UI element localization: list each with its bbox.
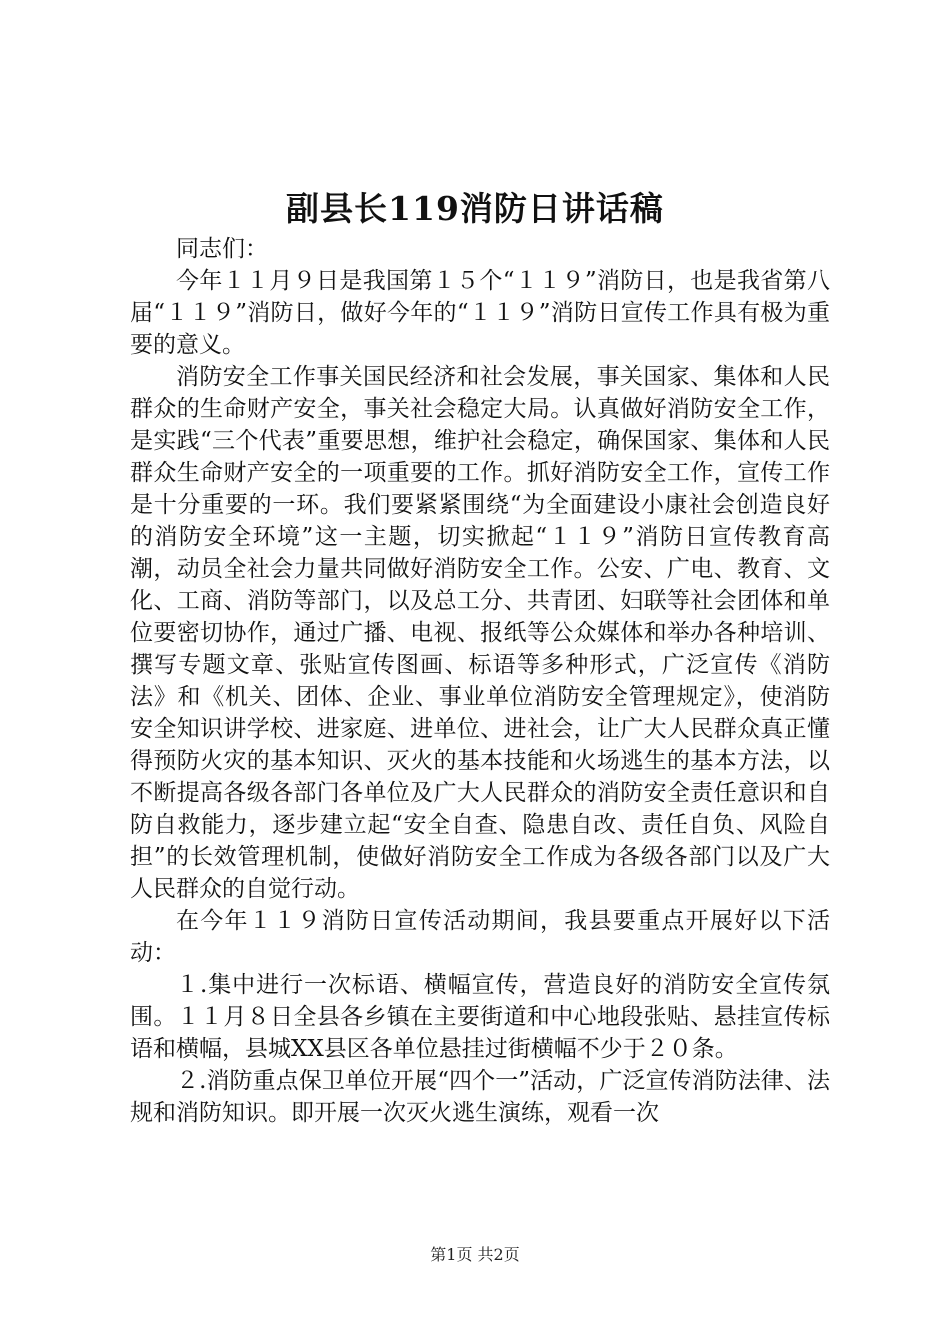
salutation: 同志们： <box>176 236 268 262</box>
paragraph: 今年１１月９日是我国第１５个“１１９”消防日，也是我省第八届“１１９”消防日，做好今年的“１１９”消防日宣传工作具有极为重要的意义。 <box>130 268 830 358</box>
paragraph: １.集中进行一次标语、横幅宣传，营造良好的消防安全宣传氛围。１１月８日全县各乡镇在主要街道和中心地段张贴、悬挂宣传标语和横幅，县城XX县区各单位悬挂过街横幅不少于２０条。 <box>130 972 830 1062</box>
document-title: 副县长119消防日讲话稿 <box>286 189 664 228</box>
paragraph: 消防安全工作事关国民经济和社会发展，事关国家、集体和人民群众的生命财产安全，事关社会稳定大局。认真做好消防安全工作，是实践“三个代表”重要思想，维护社会稳定，确保国家、集体和人民群众生命财产安全的一项重要的工作。抓好消防安全工作，宣传工作是十分重要的一环。我们要紧紧围绕“为全面建设小康社会创造良好的消防安全环境”这一主题，切实掀起“１１９”消防日宣传教育高潮，动员全社会力量共同做好消防安全工作。公安、广电、教育、文化、工商、消防等部门，以及总工分、共青团、妇联等社会团体和单位要密切协作，通过广播、电视、报纸等公众媒体和举办各种培训、撰写专题文章、张贴宣传图画、标语等多种形式，广泛宣传《消防法》和《机关、团体、企业、事业单位消防安全管理规定》，使消防安全知识讲学校、进家庭、进单位、进社会，让广大人民群众真正懂得预防火灾的基本知识、灭火的基本技能和火场逃生的基本方法，以不断提高各级各部门各单位及广大人民群众的消防安全责任意识和自防自救能力，逐步建立起“安全自查、隐患自改、责任自负、风险自担”的长效管理机制，使做好消防安全工作成为各级各部门以及广大人民群众的自觉行动。 <box>130 364 830 902</box>
page-footer: 第1页 共2页 <box>430 1245 520 1264</box>
paragraph: 在今年１１９消防日宣传活动期间，我县要重点开展好以下活动： <box>130 908 830 966</box>
document-body <box>130 233 830 1129</box>
paragraph: ２.消防重点保卫单位开展“四个一”活动，广泛宣传消防法律、法规和消防知识。即开展一次灭火逃生演练，观看一次 <box>130 1068 830 1126</box>
